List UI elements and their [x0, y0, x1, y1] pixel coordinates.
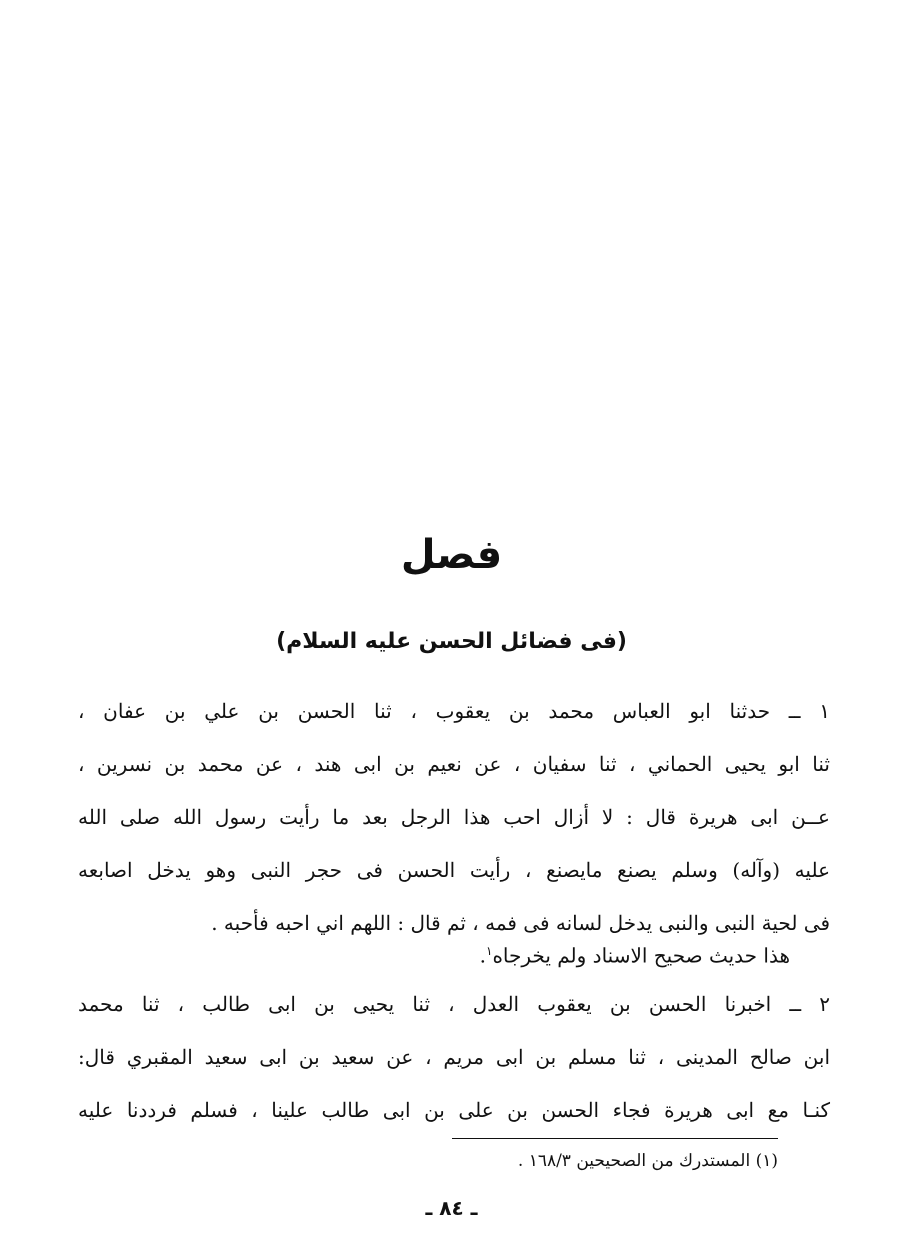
footnote-reference[interactable]: ١ — [485, 944, 493, 958]
chapter-title: فصل — [400, 532, 503, 578]
hadith-1-line: عــن ابى هريرة قال : لا أزال احب هذا الرجل بعد ما رأيت رسول الله صلى الله — [78, 805, 830, 829]
hadith-1-verdict: هذا حديث صحيح الاسناد ولم يخرجاه$^١$. — [479, 943, 790, 968]
hadith-2-line: ٢ ــ اخبرنا الحسن بن يعقوب العدل ، ثنا يحيى بن ابى طالب ، ثنا محمد — [78, 992, 830, 1016]
hadith-2-line: كنـا مع ابى هريرة فجاء الحسن بن على بن ابى طالب علينا ، فسلم فرددنا عليه — [78, 1098, 830, 1122]
page-number: ـ ٨٤ ـ — [425, 1196, 478, 1220]
footnote: (١) المستدرك من الصحيحين ١٦٨/٣ . — [517, 1151, 778, 1171]
section-title: (فی فضائل الحسن علیه السلام) — [276, 629, 627, 654]
hadith-2-paragraph — [78, 978, 830, 1137]
hadith-1-line: ١ ــ حدثنا ابو العباس محمد بن يعقوب ، ثنا الحسن بن علي بن عفان ، — [78, 699, 830, 723]
hadith-1-paragraph — [78, 685, 830, 950]
verdict-text: هذا حديث صحيح الاسناد ولم يخرجاه — [492, 943, 790, 968]
hadith-1-line: ثنا ابو يحيى الحماني ، ثنا سفيان ، عن نعيم بن ابى هند ، عن محمد بن نسرين ، — [78, 752, 830, 776]
hadith-2-line: ابن صالح المدينى ، ثنا مسلم بن ابى مريم ، عن سعيد بن ابى سعيد المقبري قال: — [78, 1045, 830, 1069]
footnote-divider — [452, 1138, 778, 1139]
hadith-1-line: فى لحية النبى والنبى يدخل لسانه فى فمه ، ثم قال : اللهم اني احبه فأحبه . — [211, 911, 830, 935]
hadith-1-line: عليه (وآله) وسلم يصنع مايصنع ، رأيت الحسن فى حجر النبى وهو يدخل اصابعه — [78, 858, 830, 882]
